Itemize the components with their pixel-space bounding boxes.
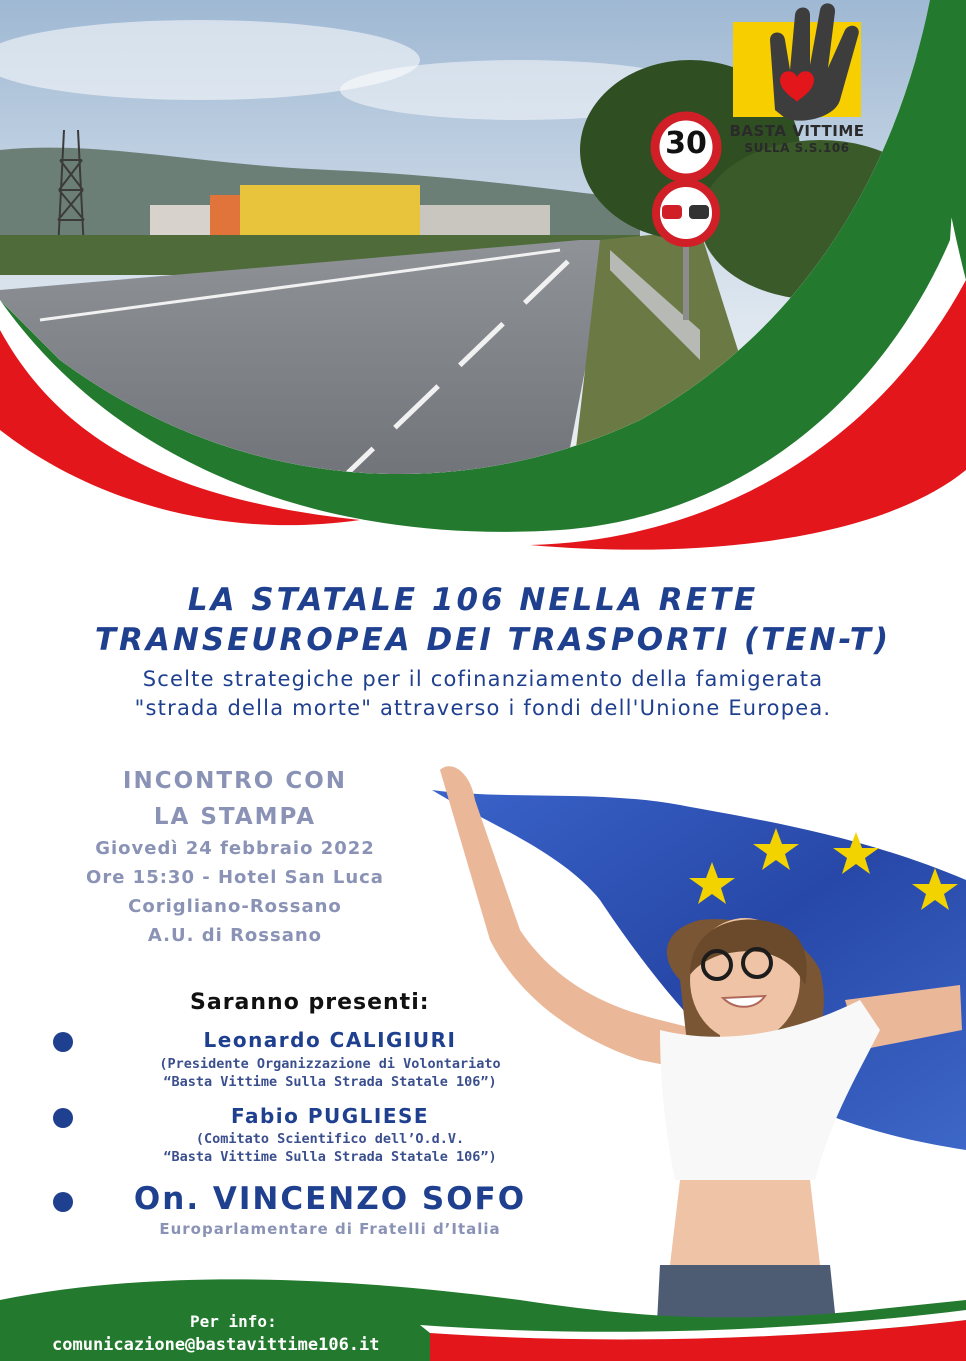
presenter-3-name: On. VINCENZO SOFO bbox=[133, 1181, 527, 1217]
subtitle-line-2: "strada della morte" attraverso i fondi dell'Unione Europea. bbox=[134, 696, 832, 720]
event-time-place: Ore 15:30 - Hotel San Luca bbox=[86, 867, 384, 888]
event-heading-2: LA STAMPA bbox=[153, 804, 317, 830]
presenter-2-role-2: “Basta Vittime Sulla Strada Statale 106”) bbox=[163, 1149, 497, 1165]
event-area: A.U. di Rossano bbox=[147, 925, 323, 946]
presenter-2-name: Fabio PUGLIESE bbox=[230, 1104, 430, 1128]
subtitle-line-1: Scelte strategiche per il cofinanziamento della famigerata bbox=[142, 667, 824, 691]
title-line-2: TRANSEUROPEA DEI TRASPORTI (TEN-T) bbox=[94, 622, 892, 658]
presenter-1-name: Leonardo CALIGIURI bbox=[203, 1028, 457, 1052]
logo-text-line1: BASTA VITTIME bbox=[729, 122, 865, 140]
event-city: Corigliano-Rossano bbox=[128, 896, 342, 917]
logo-text-line2: SULLA S.S.106 bbox=[744, 141, 850, 155]
presenters-heading: Saranno presenti: bbox=[190, 990, 430, 1015]
speed-limit-value: 30 bbox=[665, 126, 707, 161]
presenter-3-role-1: Europarlamentare di Fratelli d’Italia bbox=[159, 1220, 501, 1238]
footer-label: Per info: bbox=[190, 1312, 277, 1331]
no-overtaking-sign bbox=[656, 183, 716, 243]
footer-email-link[interactable]: comunicazione@bastavittime106.it bbox=[52, 1335, 380, 1355]
presenter-1-role-1: (Presidente Organizzazione di Volontariato bbox=[159, 1056, 501, 1072]
event-heading-1: INCONTRO CON bbox=[122, 768, 348, 794]
event-date: Giovedì 24 febbraio 2022 bbox=[95, 838, 375, 859]
presenter-1-role-2: “Basta Vittime Sulla Strada Statale 106”) bbox=[163, 1074, 497, 1090]
title-line-1: LA STATALE 106 NELLA RETE bbox=[187, 582, 759, 618]
presenter-2-role-1: (Comitato Scientifico dell’O.d.V. bbox=[195, 1131, 465, 1147]
